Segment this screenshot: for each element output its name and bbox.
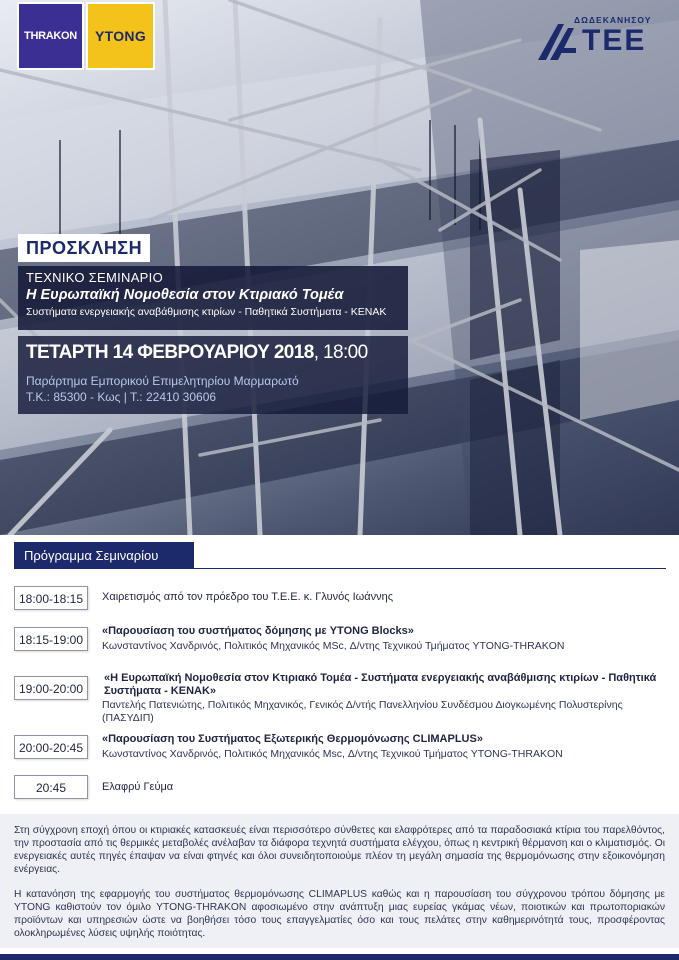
description-paragraph-2: Η κατανόηση της εφαρμογής του συστήματος θερμομόνωσης CLIMAPLUS καθώς και η παρουσίαση του σύγχρονου τρόπου δόμησης με YTONG καθιστούν τον όμιλο YTONG-THRAKON αφοσιωμένο στην ανάπτυξη μιας ευρείας γκάμας νέων, ποιοτικών και πρωτοποριακών προϊόντων και υπηρεσιών ώστε να βοηθήσει τόσο τους επαγγελματίες όσο και τους πελάτες στην καθημερινότητά τους, προσφέροντας ολοκληρωμένες λύσεις υψηλής ποιότητας.: [14, 889, 665, 939]
program-header: Πρόγραμμα Σεμιναρίου: [14, 542, 194, 568]
program-title-4: «Παρουσίαση του Συστήματος Εξωτερικής Θερμομόνωσης CLIMAPLUS»: [102, 733, 483, 745]
event-venue: Παράρτημα Εμπορικού Επιμελητηρίου Μαρμαρωτό: [26, 374, 299, 388]
seminar-info-box: [18, 266, 408, 330]
program-detail-2: Κωνσταντίνος Χανδρινός, Πολιτικός Μηχανικός MSc, Δ/ντης Τεχνικού Τμήματος YTONG-THRAKON: [102, 640, 565, 652]
program-time-1: 18:00-18:15: [14, 586, 88, 610]
ytong-logo: [86, 2, 155, 70]
event-date-line: [26, 342, 400, 364]
seminar-subtitle: Συστήματα ενεργειακής αναβάθμισης κτιρίων - Παθητικά Συστήματα - ΚΕΝΑΚ: [26, 306, 387, 318]
program-time-5: 20:45: [14, 775, 88, 799]
description-paragraph-1: Στη σύγχρονη εποχή όπου οι κτιριακές κατασκευές είναι περισσότερο σύνθετες και ελαφρότερες από τα παραδοσιακά κτίρια του παρελθόντος, την προστασία από τις θερμικές μεταβολές ανέλαβαν τα διάφορα τεχνητά συστήματα ελέγχου, όπως η κεντρική θέρμανση και ο κλιματισμός. Οι ενεργειακές αυτές πηγές έπαψαν να είναι φτηνές και όλοι συνειδητοποιούμε πλέον τη μεγάλη σημασία της θερμομόνωσης στην εξοικονόμηση ενέργειας.: [14, 825, 665, 875]
program-detail-4: Κωνσταντίνος Χανδρινός, Πολιτικός Μηχανικός Msc, Δ/ντης Τεχνικού Τμήματος YTONG-THRAKON: [102, 748, 563, 760]
program-time-3: 19:00-20:00: [14, 676, 88, 700]
event-contact: Τ.Κ.: 85300 - Κως | Τ.: 22410 30606: [26, 390, 217, 404]
bottom-bar: [0, 954, 679, 960]
program-title-5: Ελαφρύ Γεύμα: [102, 781, 174, 793]
thrakon-logo: [17, 2, 84, 70]
ytong-logo-text: YTONG: [94, 28, 147, 44]
seminar-title: Η Ευρωπαϊκή Νομοθεσία στον Κτιριακό Τομέα: [26, 287, 344, 303]
invitation-label: ΠΡΟΣΚΛΗΣΗ: [26, 238, 143, 258]
event-date: ΤΕΤΑΡΤΗ 14 ΦΕΒΡΟΥΑΡΙΟΥ 2018: [26, 342, 314, 363]
invitation-label-box: [18, 234, 150, 262]
program-title-2: «Παρουσίαση του συστήματος δόμησης με YTONG Blocks»: [102, 625, 414, 637]
tee-logo-subtitle: ΔΩΔΕΚΑΝΗΣΟΥ: [574, 15, 652, 25]
program-detail-3: Παντελής Πατενιώτης, Πολιτικός Μηχανικός, Γενικός Δ/ντής Πανελληνίου Συνδέσμου Διογκωμένης Πολυστερίνης (ΠΑΣΥΔΙΠ): [102, 699, 623, 724]
program-title-1: Χαιρετισμός από τον πρόεδρο του Τ.Ε.Ε. κ. Γλυνός Ιωάννης: [102, 591, 394, 603]
program-time-2: 18:15-19:00: [14, 627, 88, 651]
program-title-3: «Η Ευρωπαϊκή Νομοθεσία στον Κτιριακό Τομέα - Συστήματα ενεργειακής αναβάθμισης κτιρίων - Παθητικά Συστήματα - ΚΕΝΑΚ»: [104, 672, 657, 697]
event-time: , 18:00: [313, 342, 368, 363]
date-venue-box: [18, 336, 408, 414]
program-time-4: 20:00-20:45: [14, 735, 88, 759]
seminar-type: ΤΕΧΝΙΚΟ ΣΕΜΙΝΑΡΙΟ: [26, 270, 163, 285]
tee-logo-title: ΤΕΕ: [582, 24, 647, 57]
thrakon-logo-text: THRAKON: [24, 30, 77, 42]
program-divider: [14, 568, 666, 569]
description-section: [0, 814, 679, 948]
